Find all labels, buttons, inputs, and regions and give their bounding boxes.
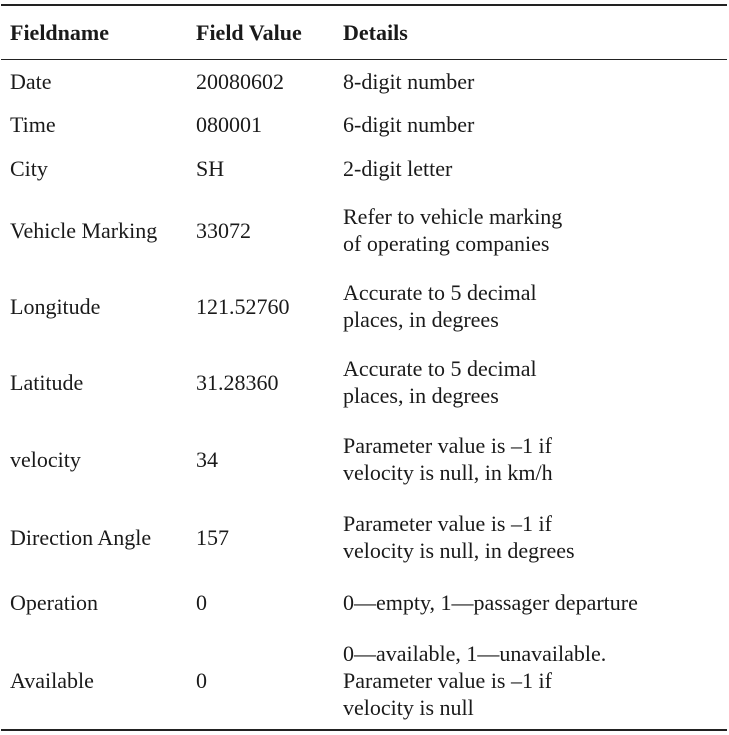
table-bottom-rule xyxy=(1,729,727,731)
details-line: velocity is null, in km/h xyxy=(343,460,553,485)
row-fieldname: Available xyxy=(10,667,94,693)
row-details xyxy=(343,432,553,486)
row-field-value: 121.52760 xyxy=(196,293,290,319)
row-fieldname: City xyxy=(10,156,48,181)
details-line: velocity is null xyxy=(343,694,474,720)
table-row xyxy=(0,509,729,565)
table-row xyxy=(0,431,729,487)
row-field-value: 0 xyxy=(196,590,207,615)
row-field-value: 20080602 xyxy=(196,69,284,94)
row-fieldname: velocity xyxy=(10,446,81,472)
row-details xyxy=(343,640,606,721)
header-fieldname: Fieldname xyxy=(10,20,109,45)
row-fieldname: Longitude xyxy=(10,293,101,319)
details-line: Parameter value is –1 if xyxy=(343,511,552,536)
details-line: places, in degrees xyxy=(343,307,499,332)
row-fieldname: Vehicle Marking xyxy=(10,217,158,243)
row-fieldname: Time xyxy=(10,112,56,137)
row-field-value: 33072 xyxy=(196,217,251,243)
header-field-value: Field Value xyxy=(196,20,302,45)
table-row xyxy=(0,638,729,722)
table-header-rule xyxy=(1,59,727,60)
details-line: Refer to vehicle marking xyxy=(343,204,563,229)
header-details: Details xyxy=(343,20,408,45)
table-row xyxy=(0,354,729,410)
table-row xyxy=(0,202,729,258)
row-details: 8-digit number xyxy=(343,69,475,94)
row-field-value: 157 xyxy=(196,524,229,550)
row-field-value: SH xyxy=(196,156,225,181)
table-row xyxy=(0,68,729,95)
table-row xyxy=(0,111,729,138)
table-header-row xyxy=(0,19,729,46)
details-line: Accurate to 5 decimal xyxy=(343,280,537,305)
row-details xyxy=(343,355,537,409)
row-field-value: 080001 xyxy=(196,112,262,137)
row-fieldname: Latitude xyxy=(10,369,84,395)
details-line: Accurate to 5 decimal xyxy=(343,356,537,381)
row-field-value: 0 xyxy=(196,667,207,693)
row-details xyxy=(343,279,537,333)
row-fieldname: Date xyxy=(10,69,52,94)
details-line: Parameter value is –1 if xyxy=(343,433,552,458)
table-row xyxy=(0,278,729,334)
details-line: of operating companies xyxy=(343,231,550,256)
row-fieldname: Operation xyxy=(10,590,98,615)
row-details xyxy=(343,203,562,257)
table-row xyxy=(0,589,729,616)
details-line: places, in degrees xyxy=(343,383,499,408)
row-details: 0—empty, 1—passager departure xyxy=(343,590,638,615)
table-row xyxy=(0,155,729,182)
row-details: 2-digit letter xyxy=(343,156,453,181)
row-field-value: 31.28360 xyxy=(196,369,279,395)
details-line: 0—available, 1—unavailable. xyxy=(343,640,607,666)
row-fieldname: Direction Angle xyxy=(10,524,152,550)
row-field-value: 34 xyxy=(196,446,218,472)
table-top-rule xyxy=(1,4,727,6)
details-line: Parameter value is –1 if xyxy=(343,667,552,693)
row-details xyxy=(343,510,575,564)
row-details: 6-digit number xyxy=(343,112,475,137)
details-line: velocity is null, in degrees xyxy=(343,538,575,563)
